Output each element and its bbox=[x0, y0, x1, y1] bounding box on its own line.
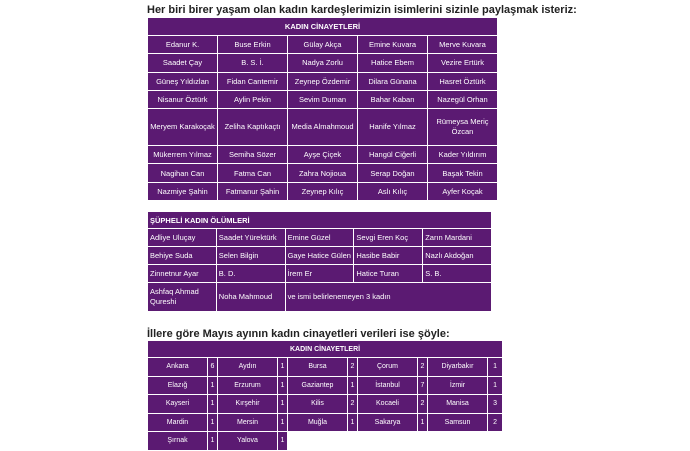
name-cell: Başak Tekin bbox=[428, 164, 498, 182]
province-cell: Elazığ bbox=[148, 376, 208, 395]
name-cell: Adliye Uluçay bbox=[148, 229, 217, 247]
name-cell: Kader Yıldırım bbox=[428, 146, 498, 164]
name-cell: Hanife Yılmaz bbox=[358, 109, 428, 146]
femicide-names-table bbox=[147, 17, 498, 201]
name-cell: Hatice Ebem bbox=[358, 54, 428, 72]
province-cell: Erzurum bbox=[218, 376, 278, 395]
province-cell: Manisa bbox=[428, 395, 488, 414]
name-cell: Saadet Yürektürk bbox=[216, 229, 285, 247]
unidentified-note-cell: ve ismi belirlenemeyen 3 kadın bbox=[285, 283, 491, 312]
count-cell: 1 bbox=[208, 376, 218, 395]
name-cell: Ayşe Çiçek bbox=[288, 146, 358, 164]
table-row bbox=[148, 146, 498, 164]
count-cell: 2 bbox=[488, 413, 503, 432]
province-cell: Mersin bbox=[218, 413, 278, 432]
name-cell: İrem Er bbox=[285, 265, 354, 283]
name-cell: Selen Bilgin bbox=[216, 247, 285, 265]
count-cell: 7 bbox=[418, 376, 428, 395]
count-cell: 3 bbox=[488, 395, 503, 414]
name-cell: Hasret Öztürk bbox=[428, 72, 498, 90]
name-cell: Behiye Suda bbox=[148, 247, 217, 265]
name-cell: Aslı Kılıç bbox=[358, 182, 428, 200]
count-cell: 1 bbox=[208, 413, 218, 432]
name-cell: Saadet Çay bbox=[148, 54, 218, 72]
table-header: KADIN CİNAYETLERİ bbox=[148, 18, 498, 36]
name-cell: Zahra Nojioua bbox=[288, 164, 358, 182]
name-cell: Noha Mahmoud bbox=[216, 283, 285, 312]
name-cell: Nazegül Orhan bbox=[428, 90, 498, 108]
name-cell: Semiha Sözer bbox=[218, 146, 288, 164]
intro-text-1: Her biri birer yaşam olan kadın kardeşlerimizin isimlerini sizinle paylaşmak isteriz: bbox=[147, 4, 577, 16]
name-cell: Media Almahmoud bbox=[288, 109, 358, 146]
name-cell: Meryem Karakoçak bbox=[148, 109, 218, 146]
name-cell: Merve Kuvara bbox=[428, 36, 498, 54]
name-cell: Hasibe Babir bbox=[354, 247, 423, 265]
table-row bbox=[148, 164, 498, 182]
table-row bbox=[148, 54, 498, 72]
name-cell: Nazlı Akdoğan bbox=[423, 247, 492, 265]
table-row bbox=[148, 283, 492, 312]
name-cell: Zeynep Özdemir bbox=[288, 72, 358, 90]
table-row bbox=[148, 90, 498, 108]
count-cell: 1 bbox=[418, 413, 428, 432]
name-cell: Bahar Kaban bbox=[358, 90, 428, 108]
name-cell: Nadya Zorlu bbox=[288, 54, 358, 72]
count-cell: 1 bbox=[348, 413, 358, 432]
count-cell: 1 bbox=[208, 395, 218, 414]
table-row bbox=[148, 182, 498, 200]
name-cell: Zarın Mardani bbox=[423, 229, 492, 247]
province-cell: Yalova bbox=[218, 432, 278, 451]
name-cell: B. S. İ. bbox=[218, 54, 288, 72]
province-cell: Kayseri bbox=[148, 395, 208, 414]
table-row bbox=[148, 413, 503, 432]
empty-cell bbox=[288, 432, 503, 451]
province-cell: Sakarya bbox=[358, 413, 418, 432]
name-cell: B. D. bbox=[216, 265, 285, 283]
name-cell: Serap Doğan bbox=[358, 164, 428, 182]
table-row bbox=[148, 72, 498, 90]
table-row bbox=[148, 247, 492, 265]
name-cell: Zeliha Kaptıkaçtı bbox=[218, 109, 288, 146]
name-cell: Nagihan Can bbox=[148, 164, 218, 182]
name-cell: Nazmiye Şahin bbox=[148, 182, 218, 200]
province-cell: Şırnak bbox=[148, 432, 208, 451]
table-row bbox=[148, 36, 498, 54]
name-cell: Rümeysa Meriç Özcan bbox=[428, 109, 498, 146]
count-cell: 1 bbox=[488, 358, 503, 377]
name-cell: Fatma Can bbox=[218, 164, 288, 182]
province-cell: Muğla bbox=[288, 413, 348, 432]
name-cell: Ayfer Koçak bbox=[428, 182, 498, 200]
province-cell: Ankara bbox=[148, 358, 208, 377]
count-cell: 2 bbox=[418, 395, 428, 414]
suspicious-deaths-table bbox=[147, 211, 492, 312]
count-cell: 1 bbox=[278, 376, 288, 395]
name-cell: Gaye Hatice Gülen bbox=[285, 247, 354, 265]
name-cell: Sevgi Eren Koç bbox=[354, 229, 423, 247]
province-cell: Kırşehir bbox=[218, 395, 278, 414]
name-cell: Mükerrem Yılmaz bbox=[148, 146, 218, 164]
name-cell: Edanur K. bbox=[148, 36, 218, 54]
count-cell: 1 bbox=[348, 376, 358, 395]
table-row bbox=[148, 376, 503, 395]
name-cell: Emine Güzel bbox=[285, 229, 354, 247]
count-cell: 1 bbox=[278, 413, 288, 432]
name-cell: S. B. bbox=[423, 265, 492, 283]
name-cell: Zinnetnur Ayar bbox=[148, 265, 217, 283]
province-cell: Çorum bbox=[358, 358, 418, 377]
province-cell: Gaziantep bbox=[288, 376, 348, 395]
province-cell: Aydın bbox=[218, 358, 278, 377]
name-cell: Aylin Pekin bbox=[218, 90, 288, 108]
province-cell: Bursa bbox=[288, 358, 348, 377]
province-cell: Kilis bbox=[288, 395, 348, 414]
name-cell: Emine Kuvara bbox=[358, 36, 428, 54]
table-header: ŞÜPHELİ KADIN ÖLÜMLERİ bbox=[148, 212, 492, 229]
table-row bbox=[148, 265, 492, 283]
name-cell: Güneş Yıldızlan bbox=[148, 72, 218, 90]
table-row bbox=[148, 109, 498, 146]
province-cell: Mardin bbox=[148, 413, 208, 432]
name-cell: Buse Erkin bbox=[218, 36, 288, 54]
province-stats-table bbox=[147, 340, 503, 451]
name-cell: Hatice Turan bbox=[354, 265, 423, 283]
name-cell: Zeynep Kılıç bbox=[288, 182, 358, 200]
table-row bbox=[148, 395, 503, 414]
name-cell: Sevim Duman bbox=[288, 90, 358, 108]
name-cell: Hangül Ciğerli bbox=[358, 146, 428, 164]
province-cell: Kocaeli bbox=[358, 395, 418, 414]
count-cell: 2 bbox=[348, 358, 358, 377]
count-cell: 6 bbox=[208, 358, 218, 377]
table-row bbox=[148, 432, 503, 451]
table-header: KADIN CİNAYETLERİ bbox=[148, 341, 503, 358]
count-cell: 2 bbox=[348, 395, 358, 414]
name-cell: Gülay Akça bbox=[288, 36, 358, 54]
name-cell: Vezire Ertürk bbox=[428, 54, 498, 72]
name-cell: Dilara Günana bbox=[358, 72, 428, 90]
count-cell: 1 bbox=[278, 358, 288, 377]
province-cell: Diyarbakır bbox=[428, 358, 488, 377]
intro-text-2: İllere göre Mayıs ayının kadın cinayetleri verileri ise şöyle: bbox=[147, 328, 450, 340]
count-cell: 2 bbox=[418, 358, 428, 377]
province-cell: Samsun bbox=[428, 413, 488, 432]
count-cell: 1 bbox=[208, 432, 218, 451]
count-cell: 1 bbox=[278, 395, 288, 414]
count-cell: 1 bbox=[278, 432, 288, 451]
name-cell: Ashfaq Ahmad Qureshi bbox=[148, 283, 217, 312]
province-cell: İzmir bbox=[428, 376, 488, 395]
table-row bbox=[148, 358, 503, 377]
count-cell: 1 bbox=[488, 376, 503, 395]
name-cell: Nisanur Öztürk bbox=[148, 90, 218, 108]
table-row bbox=[148, 229, 492, 247]
name-cell: Fatmanur Şahin bbox=[218, 182, 288, 200]
province-cell: İstanbul bbox=[358, 376, 418, 395]
name-cell: Fidan Cantemir bbox=[218, 72, 288, 90]
